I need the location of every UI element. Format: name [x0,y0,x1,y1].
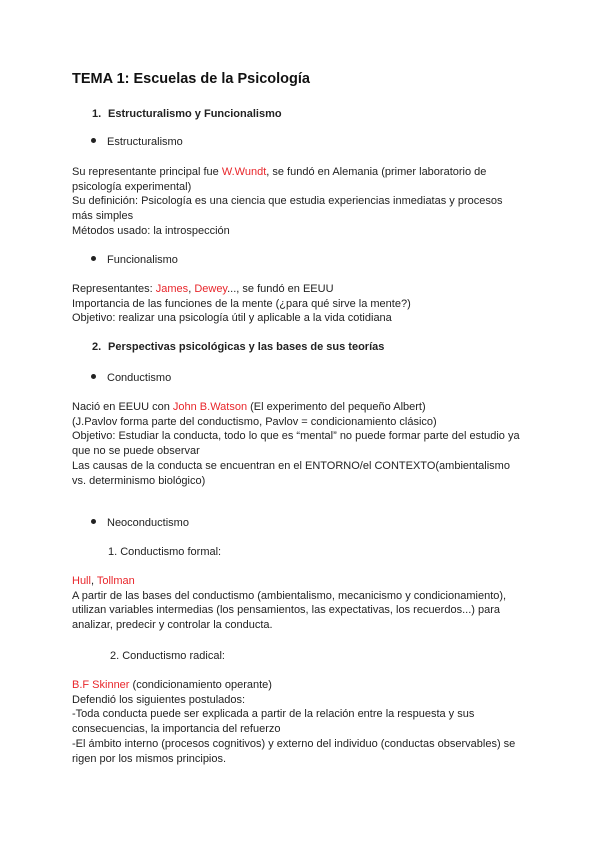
text-segment: Las causas de la conducta se encuentran en el ENTORNO/el CONTEXTO(ambientalismo [72,459,510,472]
text-line [72,459,510,474]
text-segment: vs. determinismo biológico) [72,474,206,487]
text-segment: consecuencias, la importancia del refuerzo [72,723,281,736]
text-segment: Objetivo: Estudiar la conducta, todo lo que es “mental” no puede formar parte del estudio ya [72,430,520,443]
text-line [72,400,426,415]
text-line [72,618,273,633]
text-segment: , se fundó en Alemania (primer laboratorio de [266,166,487,178]
text-line [72,282,334,297]
bullet-icon [91,256,96,261]
text-segment: -Toda conducta puede ser explicada a partir de la relación entre la respuesta y sus [72,708,475,721]
text-segment: (J.Pavlov forma parte del conductismo, Pavlov = condicionamiento clásico) [72,415,437,428]
text-line [72,574,135,589]
text-segment: Defendió los siguientes postulados: [72,693,246,706]
highlighted-name: W.Wundt [221,166,267,178]
bullet-label: Conductismo [107,372,172,384]
text-line [72,224,230,239]
text-line [72,589,506,604]
bullet-label: Neoconductismo [107,517,189,529]
page-title: TEMA 1: Escuelas de la Psicología [72,71,310,87]
text-segment: Métodos usado: la introspección [72,224,230,237]
text-line [72,180,191,195]
highlighted-name: Dewey [194,283,228,295]
text-segment: ..., se fundó en EEUU [227,283,334,295]
section-heading: Perspectivas psicológicas y las bases de sus teorías [108,341,385,353]
text-line [72,722,281,737]
text-segment: rigen por los mismos principios. [72,752,227,765]
text-line [72,165,486,180]
text-line [72,415,437,430]
text-segment: Su representante principal fue [72,166,222,178]
text-line [72,474,205,489]
bullet-item [91,371,171,386]
subheading: 1. Conductismo formal: [108,546,222,558]
text-line [72,297,411,312]
text-line [72,752,226,767]
highlighted-name: Hull [72,575,91,587]
subheading: 2. Conductismo radical: [110,650,225,662]
text-line [72,737,515,752]
text-segment: psicología experimental) [72,180,192,193]
section-heading: Estructuralismo y Funcionalismo [108,108,282,120]
text-segment: utilizan variables intermedias (los pensamientos, las expectativas, los recuerdos...) para [72,604,500,617]
section-number: 1. [92,108,102,120]
text-segment: , [188,283,195,295]
text-segment: Nació en EEUU con [72,401,173,413]
text-segment: -El ámbito interno (procesos cognitivos) y externo del individuo (conductas observables) se [72,737,516,750]
highlighted-name: James [155,283,189,295]
bullet-item [91,516,189,531]
highlighted-name: John B.Watson [172,401,248,413]
text-line [72,707,474,722]
text-segment: Representantes: [72,283,156,295]
text-line [72,678,272,693]
bullet-label: Funcionalismo [107,254,178,266]
text-segment: (El experimento del pequeño Albert) [247,401,426,413]
text-line [72,444,200,459]
text-segment: (condicionamiento operante) [129,679,272,691]
text-segment: más simples [72,210,134,223]
text-line [72,603,500,618]
highlighted-name: Tollman [96,575,135,587]
text-line [72,693,245,708]
text-line [72,194,502,209]
highlighted-name: B.F Skinner [72,679,130,691]
text-segment: analizar, predecir y controlar la conducta. [72,619,273,632]
bullet-icon [91,374,96,379]
text-segment: que no se puede observar [72,445,200,458]
text-segment: Importancia de las funciones de la mente (¿para qué sirve la mente?) [72,297,411,310]
bullet-item [91,253,178,268]
text-line [72,311,392,326]
bullet-icon [91,138,96,143]
text-segment: Objetivo: realizar una psicología útil y aplicable a la vida cotidiana [72,312,392,325]
text-line [72,209,133,224]
bullet-item [91,135,183,150]
text-segment: , [90,575,97,587]
bullet-icon [91,519,96,524]
text-segment: A partir de las bases del conductismo (ambientalismo, mecanicismo y condicionamiento), [72,589,507,602]
section-number: 2. [92,341,102,353]
text-line [72,429,520,444]
text-segment: Su definición: Psicología es una ciencia que estudia experiencias inmediatas y procesos [72,195,503,208]
bullet-label: Estructuralismo [107,136,183,148]
